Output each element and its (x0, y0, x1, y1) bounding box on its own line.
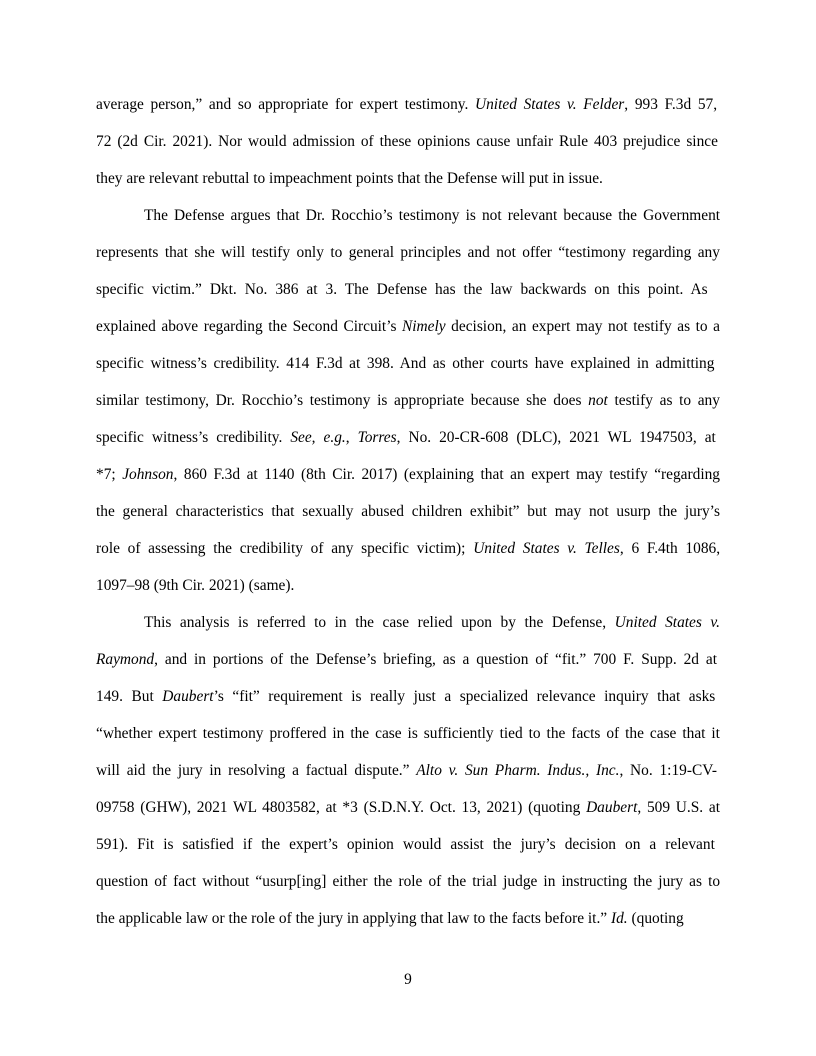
citation-id: Id. (610, 910, 628, 927)
p1-line-1: average person,” and so appropriate for expert testimony. United States v. Felder, 993 F.3d 57, (96, 96, 718, 113)
case-name: United States v. (614, 614, 720, 631)
p2-line-11: 1097–98 (9th Cir. 2021) (same). (96, 577, 295, 594)
p3-line-9: the applicable law or the role of the jury in applying that law to the facts before it.” Id. (quoting (96, 910, 684, 927)
p2-line-5: specific witness’s credibility. 414 F.3d at 398. And as other courts have explained in admitting (96, 355, 715, 372)
case-name: Daubert (586, 799, 638, 816)
p2-line-7: specific witness’s credibility. See, e.g., Torres, No. 20-CR-608 (DLC), 2021 WL 1947503, at (96, 429, 716, 446)
p1-line-2: 72 (2d Cir. 2021). Nor would admission of these opinions cause unfair Rule 403 prejudice since (96, 133, 718, 150)
signal: See, e.g. (290, 429, 346, 446)
p2-line-8: *7; Johnson, 860 F.3d at 1140 (8th Cir. 2017) (explaining that an expert may testify “regarding (96, 466, 720, 483)
case-name: United States v. Telles (473, 540, 620, 557)
p3-line-7: 591). Fit is satisfied if the expert’s opinion would assist the jury’s decision on a relevant (96, 836, 715, 853)
case-name: Nimely (402, 318, 446, 335)
emphasis: not (588, 392, 608, 409)
p2-line-1: The Defense argues that Dr. Rocchio’s testimony is not relevant because the Government (144, 207, 721, 224)
p3-line-5: will aid the jury in resolving a factual dispute.” Alto v. Sun Pharm. Indus., Inc., No. 1:19-CV- (96, 762, 718, 779)
p3-line-2: Raymond, and in portions of the Defense’s briefing, as a question of “fit.” 700 F. Supp. 2d at (96, 651, 717, 668)
case-name: Raymond (96, 651, 155, 668)
p1-line-3: they are relevant rebuttal to impeachment points that the Defense will put in issue. (96, 170, 603, 187)
p2-line-4: explained above regarding the Second Circuit’s Nimely decision, an expert may not testify as to a (96, 318, 721, 335)
case-name: Torres (357, 429, 397, 446)
p2-line-9: the general characteristics that sexually abused children exhibit” but may not usurp the jury’s (96, 503, 720, 520)
p3-line-8: question of fact without “usurp[ing] either the role of the trial judge in instructing the jury as to (96, 873, 721, 890)
p3-line-3: 149. But Daubert’s “fit” requirement is really just a specialized relevance inquiry that asks (96, 688, 716, 705)
case-name: Johnson (122, 466, 174, 483)
p2-line-2: represents that she will testify only to general principles and not offer “testimony regarding any (96, 244, 720, 261)
case-name: Daubert (162, 688, 214, 705)
case-name: Alto v. Sun Pharm. Indus., Inc. (416, 762, 620, 779)
p3-line-1: This analysis is referred to in the case relied upon by the Defense, United States v. (144, 614, 720, 631)
p2-line-3: specific victim.” Dkt. No. 386 at 3. The Defense has the law backwards on this point. As (96, 281, 708, 298)
p3-line-6: 09758 (GHW), 2021 WL 4803582, at *3 (S.D.N.Y. Oct. 13, 2021) (quoting Daubert, 509 U.S. at (96, 799, 720, 816)
page-number: 9 (404, 971, 412, 988)
case-name: United States v. Felder (475, 96, 625, 113)
p3-line-4: “whether expert testimony proffered in the case is sufficiently tied to the facts of the case that it (96, 725, 720, 742)
p2-line-10: role of assessing the credibility of any specific victim); United States v. Telles, 6 F.4th 1086, (96, 540, 721, 557)
p2-line-6: similar testimony, Dr. Rocchio’s testimony is appropriate because she does not testify as to any (96, 392, 720, 409)
